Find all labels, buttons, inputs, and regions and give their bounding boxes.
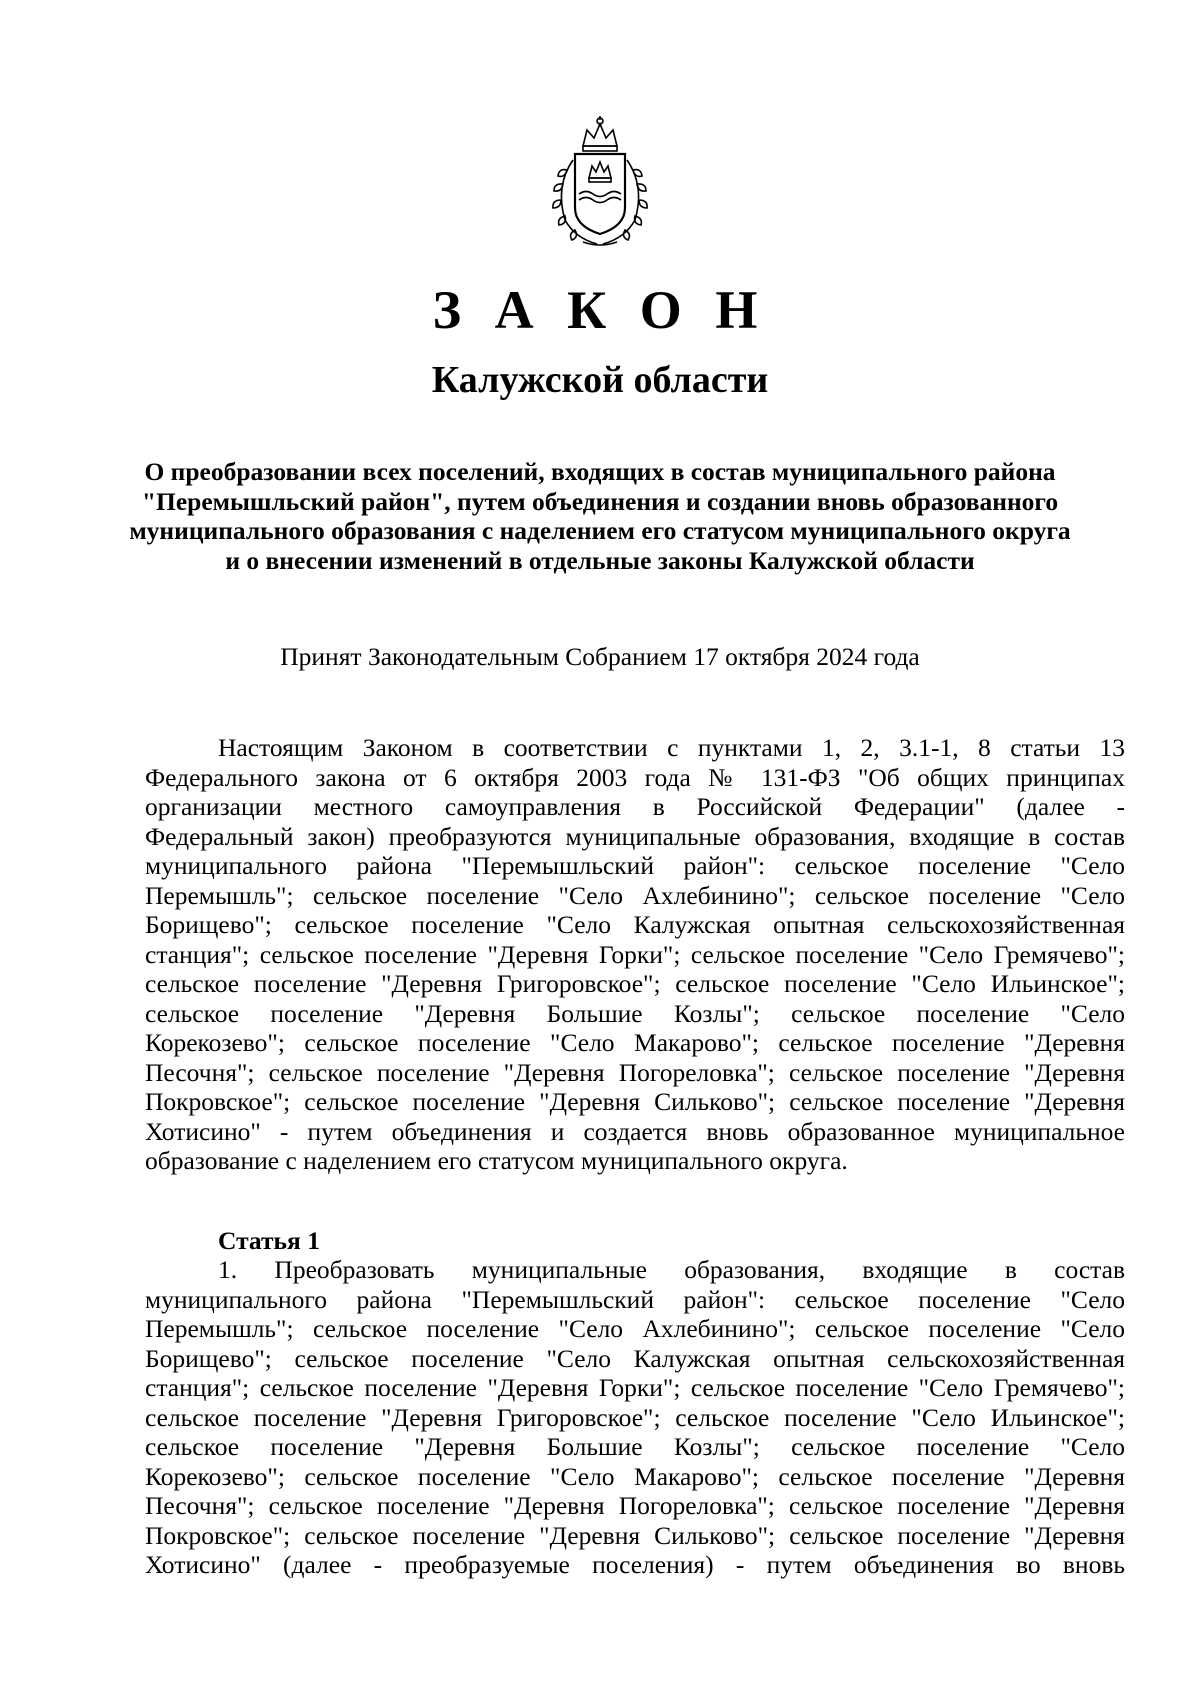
text-line: Федеральный закон) преобразуются муниципальные образования, входящие в состав <box>145 821 1125 851</box>
text-line: Борищево"; сельское поселение "Село Калужская опытная сельскохозяйственная <box>145 910 1125 939</box>
text-line: Перемышль"; сельское поселение "Село Ахлебинино"; сельское поселение "Село <box>145 1314 1125 1343</box>
text-line: Корекозево"; сельское поселение "Село Макарово"; сельское поселение "Деревня <box>145 1461 1125 1491</box>
text-line: станция"; сельское поселение "Деревня Горки"; сельское поселение "Село Гремячево"; <box>145 939 1125 969</box>
text-line: Хотисино" - путем объединения и создается вновь образованное муниципальное <box>145 1116 1125 1146</box>
text-line: сельское поселение "Деревня Григоровское"; сельское поселение "Село Ильинское"; <box>145 969 1125 998</box>
adoption-note: Принят Законодательным Собранием 17 октября 2024 года <box>280 642 920 671</box>
text-line: Песочня"; сельское поселение "Деревня Погореловка"; сельское поселение "Деревня <box>145 1057 1125 1087</box>
text-line: муниципального района "Перемышльский район": сельское поселение "Село <box>145 851 1125 880</box>
subject-line: и о внесении изменений в отдельные законы Калужской области <box>225 545 975 575</box>
subject-line: муниципального образования с наделением его статусом муниципального округа <box>129 516 1071 545</box>
subject-line: О преобразовании всех поселений, входящих в состав муниципального района <box>144 457 1056 486</box>
text-line: сельское поселение "Деревня Григоровское"; сельское поселение "Село Ильинское"; <box>145 1402 1125 1432</box>
text-line: Борищево"; сельское поселение "Село Калужская опытная сельскохозяйственная <box>145 1343 1125 1373</box>
text-line: Перемышль"; сельское поселение "Село Ахлебинино"; сельское поселение "Село <box>145 880 1125 910</box>
text-line: Федерального закона от 6 октября 2003 года № 131-ФЗ "Об общих принципах <box>145 762 1125 792</box>
text-line: сельское поселение "Деревня Большие Козлы"; сельское поселение "Село <box>145 1432 1125 1461</box>
text-line: станция"; сельское поселение "Деревня Горки"; сельское поселение "Село Гремячево"; <box>145 1373 1125 1402</box>
text-line: организации местного самоуправления в Российской Федерации" (далее - <box>145 792 1125 821</box>
document-title: З А К О Н <box>432 280 768 340</box>
article-1-body <box>145 1255 1125 1580</box>
text-line: Хотисино" (далее - преобразуемые поселения) - путем объединения во вновь <box>145 1550 1125 1579</box>
text-line: Настоящим Законом в соответствии с пунктами 1, 2, 3.1-1, 8 статьи 13 <box>218 733 1125 762</box>
text-line: Покровское"; сельское поселение "Деревня Сильково"; сельское поселение "Деревня <box>145 1087 1125 1116</box>
text-line: Покровское"; сельское поселение "Деревня Сильково"; сельское поселение "Деревня <box>145 1520 1125 1550</box>
text-line: Корекозево"; сельское поселение "Село Макарово"; сельское поселение "Деревня <box>145 1028 1125 1057</box>
coat-of-arms-emblem <box>539 116 661 248</box>
text-line: муниципального района "Перемышльский район": сельское поселение "Село <box>145 1284 1125 1314</box>
preamble-paragraph <box>145 733 1125 1176</box>
subject-line: "Перемышльский район", путем объединения и создании вновь образованного <box>141 486 1059 516</box>
law-subject <box>0 457 1200 575</box>
text-line: Песочня"; сельское поселение "Деревня Погореловка"; сельское поселение "Деревня <box>145 1491 1125 1520</box>
text-line: сельское поселение "Деревня Большие Козлы"; сельское поселение "Село <box>145 998 1125 1028</box>
text-line: образование с наделением его статусом муниципального округа. <box>145 1146 848 1175</box>
region-name: Калужской области <box>431 359 769 401</box>
article-heading: Статья 1 <box>218 1226 320 1255</box>
text-line: 1. Преобразовать муниципальные образования, входящие в состав <box>218 1255 1125 1284</box>
